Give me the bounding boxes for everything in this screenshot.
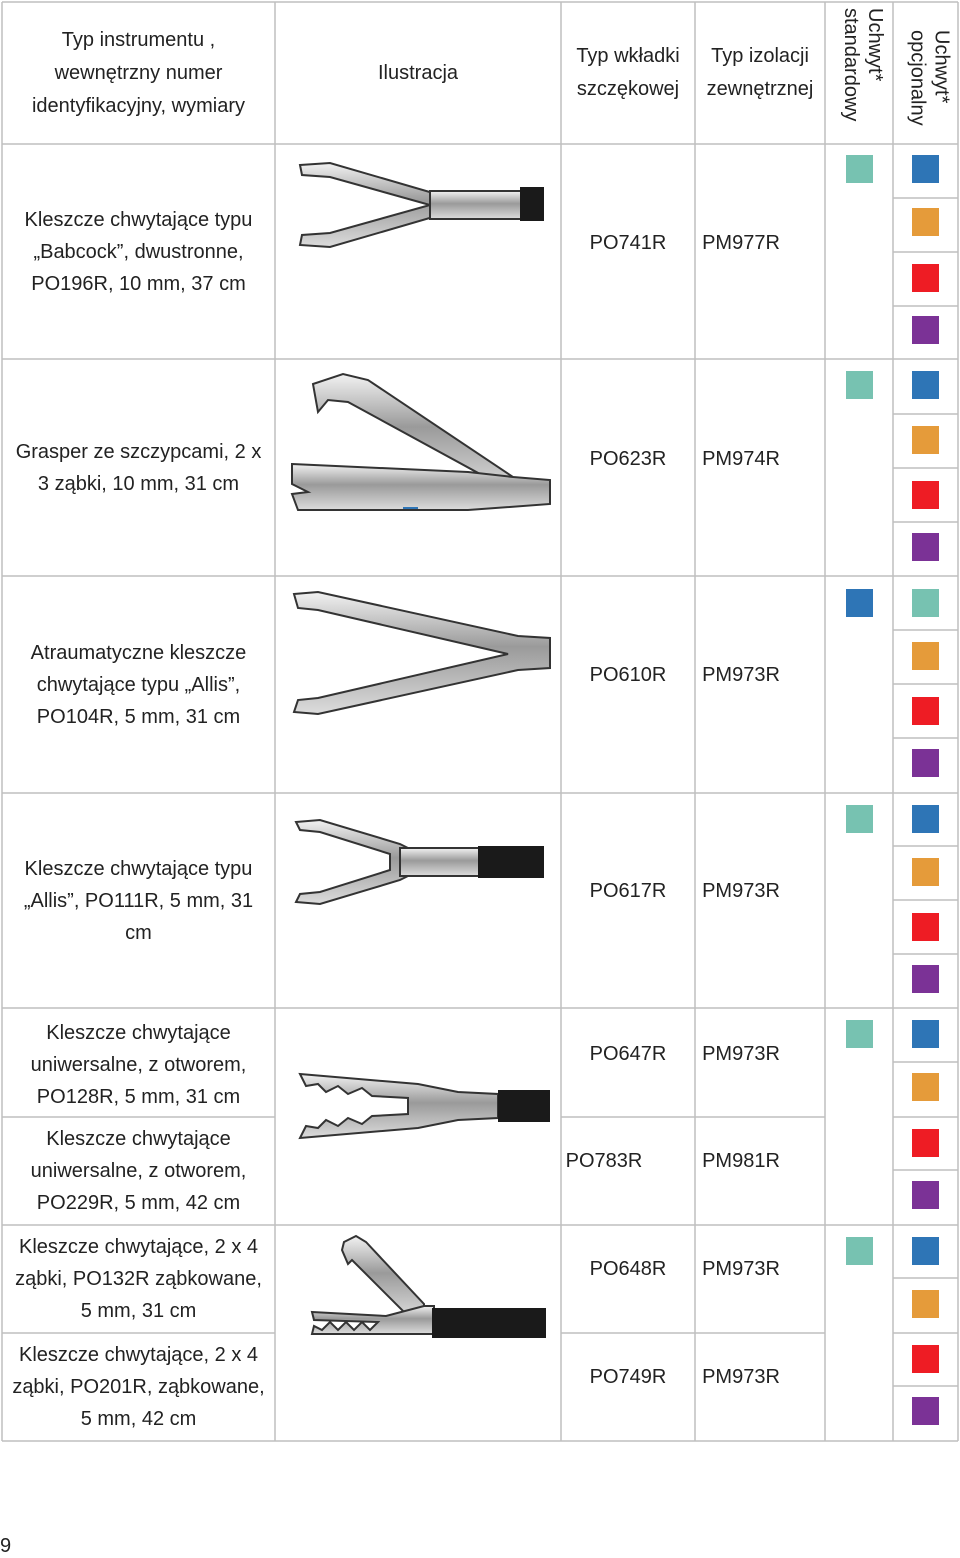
- header-illustration: [275, 2, 561, 144]
- header-handle-standard-text: Uchwyt* standardowy: [840, 8, 886, 122]
- row-4-description-text: Kleszcze chwytające typu „Allis”, PO111R, 5 mm, 31 cm: [23, 857, 254, 944]
- header-jaw-insert: [561, 2, 695, 144]
- header-handle-optional: [893, 22, 958, 126]
- row-4-jaw: [561, 793, 695, 989]
- row-3-insulation: [695, 576, 787, 774]
- teal-handle-marker: [846, 371, 873, 399]
- teal-handle-marker: [912, 589, 939, 617]
- row-5-insulation-text: PM973R: [702, 1043, 780, 1065]
- row-6-jaw: [561, 1117, 647, 1205]
- row-3-insulation-text: PM973R: [702, 664, 780, 686]
- blue-handle-marker: [846, 589, 873, 617]
- orange-handle-marker: [912, 426, 939, 454]
- red-handle-marker: [912, 913, 939, 941]
- row-6-insulation: [695, 1117, 787, 1205]
- purple-handle-marker: [912, 1397, 939, 1425]
- row-3-description-text: Atraumatyczne kleszcze chwytające typu „Allis”, PO104R, 5 mm, 31 cm: [30, 641, 247, 728]
- red-handle-marker: [912, 697, 939, 725]
- row-4-jaw-text: PO617R: [589, 880, 667, 902]
- row-1-jaw: [561, 144, 695, 342]
- row-1-insulation-text: PM977R: [702, 232, 780, 254]
- grasper-3-teeth-illustration: [288, 372, 552, 518]
- row-8-jaw: [561, 1333, 695, 1421]
- row-7-insulation: [695, 1225, 787, 1313]
- blue-handle-marker: [912, 155, 939, 183]
- row-1-insulation: [695, 144, 787, 342]
- teal-handle-marker: [846, 155, 873, 183]
- header-instrument-type-text: Typ instrumentu , wewnętrzny numer identyfikacyjny, wymiary: [31, 28, 246, 117]
- row-6-insulation-text: PM981R: [702, 1150, 780, 1172]
- row-7-insulation-text: PM973R: [702, 1258, 780, 1280]
- row-3-description: [2, 576, 275, 793]
- row-7-description-text: Kleszcze chwytające, 2 x 4 ząbki, PO132R ząbkowane, 5 mm, 31 cm: [15, 1236, 262, 1322]
- row-4-insulation: [695, 793, 787, 989]
- purple-handle-marker: [912, 965, 939, 993]
- row-2-insulation-text: PM974R: [702, 448, 780, 470]
- row-2-description: [2, 359, 275, 576]
- row-3-jaw-text: PO610R: [589, 664, 667, 686]
- orange-handle-marker: [912, 1290, 939, 1318]
- header-illustration-text: Ilustracja: [377, 61, 459, 84]
- purple-handle-marker: [912, 316, 939, 344]
- red-handle-marker: [912, 264, 939, 292]
- row-5-insulation: [695, 1008, 787, 1100]
- toothed-grasper-illustration: [306, 1234, 550, 1344]
- row-6-description-text: Kleszcze chwytające uniwersalne, z otworem, PO229R, 5 mm, 42 cm: [30, 1128, 247, 1214]
- row-2-jaw-text: PO623R: [589, 448, 667, 470]
- row-3-jaw: [561, 576, 695, 774]
- row-5-description: [2, 1008, 275, 1117]
- row-7-description: [2, 1225, 275, 1333]
- page-number: 9: [0, 1535, 12, 1557]
- babcock-forceps-illustration: [290, 155, 552, 255]
- row-8-description: [2, 1333, 275, 1441]
- blue-handle-marker: [912, 805, 939, 833]
- row-1-description: [2, 144, 275, 359]
- teal-handle-marker: [846, 1020, 873, 1048]
- row-8-insulation-text: PM973R: [702, 1366, 780, 1388]
- red-handle-marker: [912, 481, 939, 509]
- row-2-jaw: [561, 359, 695, 559]
- row-8-description-text: Kleszcze chwytające, 2 x 4 ząbki, PO201R, ząbkowane, 5 mm, 42 cm: [12, 1344, 265, 1430]
- universal-forceps-illustration: [298, 1062, 552, 1142]
- row-5-jaw-text: PO647R: [589, 1043, 667, 1065]
- row-6-jaw-text: PO783R: [565, 1150, 643, 1172]
- purple-handle-marker: [912, 749, 939, 777]
- row-8-insulation: [695, 1333, 787, 1421]
- header-insulation: [695, 2, 825, 144]
- blue-handle-marker: [912, 1020, 939, 1048]
- header-insulation-text: Typ izolacji zewnętrznej: [706, 45, 814, 100]
- orange-handle-marker: [912, 1073, 939, 1101]
- header-instrument-type: [2, 2, 275, 144]
- row-8-jaw-text: PO749R: [589, 1366, 667, 1388]
- row-1-jaw-text: PO741R: [589, 232, 667, 254]
- row-2-description-text: Grasper ze szczypcami, 2 x 3 ząbki, 10 mm, 31 cm: [15, 440, 262, 495]
- purple-handle-marker: [912, 1181, 939, 1209]
- red-handle-marker: [912, 1345, 939, 1373]
- orange-handle-marker: [912, 858, 939, 886]
- blue-handle-marker: [912, 1237, 939, 1265]
- red-handle-marker: [912, 1129, 939, 1157]
- row-4-description: [2, 793, 275, 1008]
- row-5-description-text: Kleszcze chwytające uniwersalne, z otworem, PO128R, 5 mm, 31 cm: [30, 1021, 247, 1108]
- allis-forceps-illustration: [290, 818, 552, 906]
- purple-handle-marker: [912, 533, 939, 561]
- row-6-description: [2, 1117, 275, 1225]
- teal-handle-marker: [846, 1237, 873, 1265]
- row-4-insulation-text: PM973R: [702, 880, 780, 902]
- header-handle-optional-text: Uchwyt* opcjonalny: [906, 30, 953, 126]
- header-handle-standard: [825, 2, 893, 130]
- teal-handle-marker: [846, 805, 873, 833]
- row-5-jaw: [561, 1008, 695, 1100]
- row-7-jaw: [561, 1225, 695, 1313]
- atraumatic-allis-forceps-illustration: [288, 588, 552, 724]
- orange-handle-marker: [912, 208, 939, 236]
- row-2-insulation: [695, 359, 787, 559]
- header-jaw-insert-text: Typ wkładki szczękowej: [576, 45, 680, 100]
- row-7-jaw-text: PO648R: [589, 1258, 667, 1280]
- row-1-description-text: Kleszcze chwytające typu „Babcock”, dwustronne, PO196R, 10 mm, 37 cm: [24, 208, 253, 295]
- blue-handle-marker: [912, 371, 939, 399]
- orange-handle-marker: [912, 642, 939, 670]
